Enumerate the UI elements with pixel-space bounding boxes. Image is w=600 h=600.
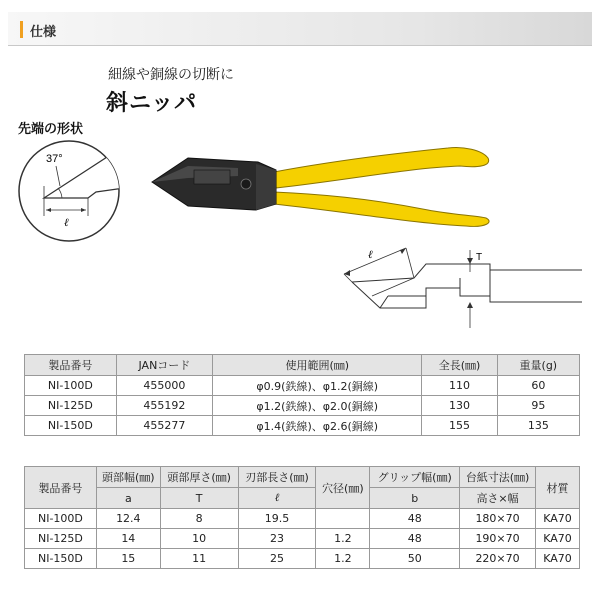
table-cell: 130 xyxy=(422,396,497,416)
table-cell: NI-100D xyxy=(25,376,117,396)
side-length-label: ℓ xyxy=(368,249,373,261)
table-header-cell: 台紙寸法(㎜) xyxy=(460,467,536,488)
table-cell: 48 xyxy=(370,509,460,529)
table-header-cell: 頭部幅(㎜) xyxy=(96,467,160,488)
table-cell: 190×70 xyxy=(460,529,536,549)
table-cell: φ1.2(鉄線)、φ2.0(銅線) xyxy=(213,396,422,416)
table-header-cell: 使用範囲(㎜) xyxy=(213,355,422,376)
table-subheader-cell: ℓ xyxy=(238,488,316,509)
table-cell: 155 xyxy=(422,416,497,436)
table-cell: 1.2 xyxy=(316,529,370,549)
table-cell: NI-125D xyxy=(25,529,97,549)
table-header-cell: 製品番号 xyxy=(25,355,117,376)
table-cell: 110 xyxy=(422,376,497,396)
table-cell: 11 xyxy=(160,549,238,569)
table-cell: 180×70 xyxy=(460,509,536,529)
product-subtitle: 細線や銅線の切断に xyxy=(108,67,234,83)
table-row xyxy=(25,396,580,416)
table-header-cell: JANコード xyxy=(116,355,212,376)
table-cell: 50 xyxy=(370,549,460,569)
table-header-row xyxy=(25,355,580,376)
table-cell: KA70 xyxy=(536,549,580,569)
table-cell: 19.5 xyxy=(238,509,316,529)
table-cell: 135 xyxy=(497,416,579,436)
table-header-cell: 重量(g) xyxy=(497,355,579,376)
table-cell: KA70 xyxy=(536,529,580,549)
table-cell: 15 xyxy=(96,549,160,569)
table-row xyxy=(25,509,580,529)
table-header-cell: 刃部長さ(㎜) xyxy=(238,467,316,488)
table-header-cell: 全長(㎜) xyxy=(422,355,497,376)
tip-angle-label: 37° xyxy=(46,153,63,165)
table-header-row xyxy=(25,467,580,488)
pliers-illustration xyxy=(148,136,498,232)
tip-shape-label: 先端の形状 xyxy=(18,122,84,137)
table-cell: 455277 xyxy=(116,416,212,436)
table-cell: φ0.9(鉄線)、φ1.2(銅線) xyxy=(213,376,422,396)
table-cell: 23 xyxy=(238,529,316,549)
table-cell: 14 xyxy=(96,529,160,549)
table-cell: KA70 xyxy=(536,509,580,529)
table-header-cell: 穴径(㎜) xyxy=(316,467,370,509)
table-cell: 455000 xyxy=(116,376,212,396)
tip-shape-diagram xyxy=(14,136,124,246)
table-cell: 25 xyxy=(238,549,316,569)
table-row xyxy=(25,549,580,569)
table-subheader-cell: T xyxy=(160,488,238,509)
table-header-cell: グリップ幅(㎜) xyxy=(370,467,460,488)
table-subheader-row xyxy=(25,488,580,509)
header-accent-bar xyxy=(20,21,23,38)
table-cell: NI-125D xyxy=(25,396,117,416)
table-cell: 48 xyxy=(370,529,460,549)
table-cell: NI-100D xyxy=(25,509,97,529)
table-header-cell: 製品番号 xyxy=(25,467,97,509)
table-row xyxy=(25,376,580,396)
table-subheader-cell: b xyxy=(370,488,460,509)
upper-grip xyxy=(274,147,489,188)
table-cell: 95 xyxy=(497,396,579,416)
table-cell: 10 xyxy=(160,529,238,549)
table-cell xyxy=(316,509,370,529)
table-subheader-cell: 高さ×幅 xyxy=(460,488,536,509)
table-cell: 8 xyxy=(160,509,238,529)
table-row xyxy=(25,416,580,436)
table-cell: 12.4 xyxy=(96,509,160,529)
table-cell: NI-150D xyxy=(25,549,97,569)
table-cell: NI-150D xyxy=(25,416,117,436)
table-row xyxy=(25,529,580,549)
product-name: 斜ニッパ xyxy=(106,91,198,116)
table-cell: φ1.4(鉄線)、φ2.6(銅線) xyxy=(213,416,422,436)
tip-length-label: ℓ xyxy=(64,217,69,229)
pivot-rivet xyxy=(241,179,251,189)
side-thickness-label: T xyxy=(476,252,483,263)
specs-table-2 xyxy=(24,466,580,569)
table-cell: 220×70 xyxy=(460,549,536,569)
side-dimension-diagram xyxy=(330,244,582,336)
table-cell: 60 xyxy=(497,376,579,396)
table-header-cell: 材質 xyxy=(536,467,580,509)
table-cell: 455192 xyxy=(116,396,212,416)
table-header-cell: 頭部厚さ(㎜) xyxy=(160,467,238,488)
section-title: 仕様 xyxy=(30,25,57,40)
table-cell: 1.2 xyxy=(316,549,370,569)
table-subheader-cell: a xyxy=(96,488,160,509)
section-header xyxy=(8,12,592,46)
lower-grip xyxy=(274,192,489,226)
specs-table-1 xyxy=(24,354,580,436)
